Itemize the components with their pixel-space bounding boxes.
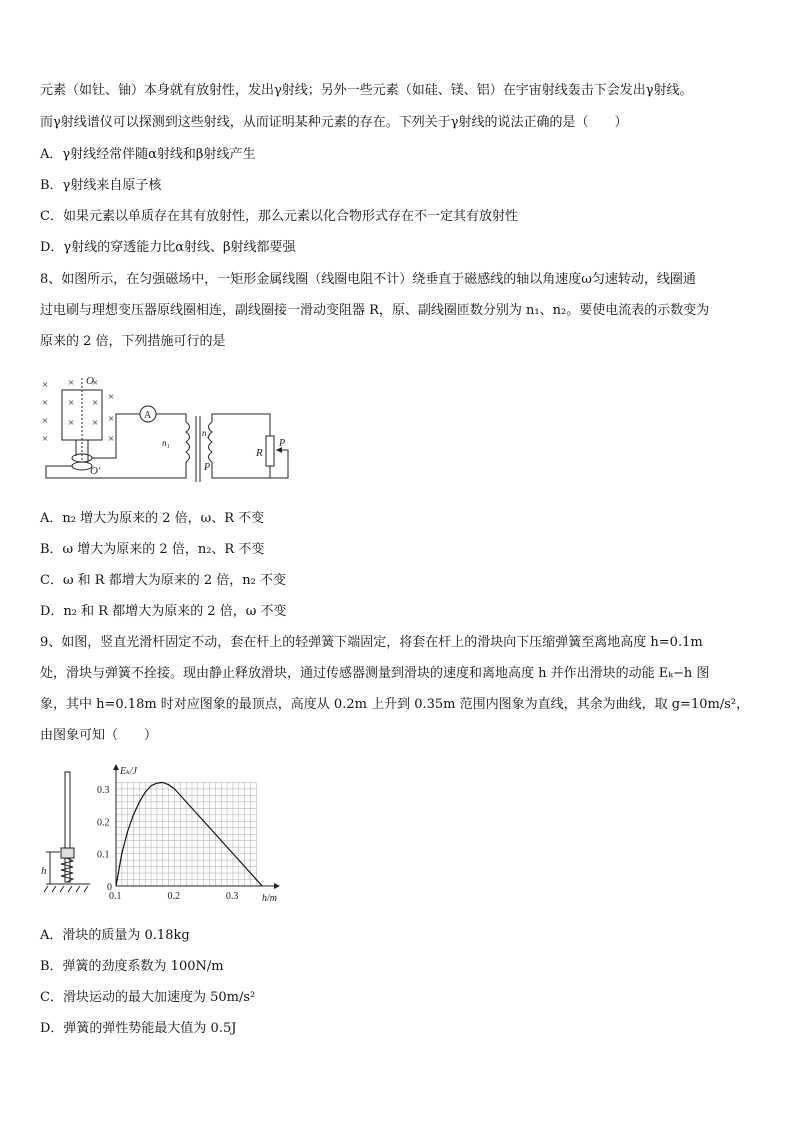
x-tick-label: 0.2: [167, 891, 180, 902]
rheostat: [266, 436, 274, 466]
q8-circuit-figure: [36, 370, 296, 498]
q7-option-d: D．γ射线的穿透能力比α射线、β射线都要强: [40, 240, 296, 255]
q8-stem-line-3: 原来的 2 倍，下列措施可行的是: [40, 334, 226, 349]
svg-text:×: ×: [108, 391, 115, 403]
slider-label-right: P: [279, 438, 286, 449]
y-axis-label: Eₖ/J: [120, 766, 137, 777]
slider-block: [61, 848, 74, 858]
q7-option-b: B．γ射线来自原子核: [40, 178, 162, 193]
q7-stem-line-2: 而γ射线谱仪可以探测到这些射线，从而证明某种元素的存在。下列关于γ射线的说法正确的是（ ）: [40, 115, 628, 130]
q8-option-c: C．ω 和 R 都增大为原来的 2 倍，n₂ 不变: [40, 573, 286, 588]
q8-option-b: B．ω 增大为原来的 2 倍，n₂、R 不变: [40, 542, 265, 557]
primary-label: n₁: [162, 438, 170, 448]
q9-stem-line-2: 处，滑块与弹簧不拴接。现由静止释放滑块，通过传感器测量到滑块的速度和离地高度 h 并作出滑块的动能 Eₖ−h 图: [40, 666, 710, 681]
svg-text:×: ×: [108, 433, 115, 445]
q7-stem-line-1: 元素（如钍、铀）本身就有放射性，发出γ射线；另外一些元素（如硅、镁、铝）在宇宙射线轰击下会发出γ射线。: [40, 83, 693, 98]
svg-text:×: ×: [108, 413, 115, 425]
ek-h-chart: [90, 762, 286, 906]
svg-text:×: ×: [42, 397, 49, 409]
q9-stem-line-1: 9、如图，竖直光滑杆固定不动，套在杆上的轻弹簧下端固定，将套在杆上的滑块向下压缩弹簧至离地高度 h=0.1m: [40, 635, 703, 650]
q9-option-d: D．弹簧的弹性势能最大值为 0.5J: [40, 1021, 237, 1036]
resistor-label: R: [256, 447, 263, 459]
axis-label-o-prime: O′: [90, 465, 101, 477]
y-axis-arrow: [113, 764, 119, 770]
axis-label-o: O: [86, 375, 94, 387]
y-tick-label: 0.2: [97, 817, 110, 829]
svg-text:×: ×: [92, 417, 99, 429]
slider-label-left: P: [204, 462, 211, 473]
q8-option-a: A．n₂ 增大为原来的 2 倍，ω、R 不变: [40, 511, 265, 526]
svg-text:×: ×: [42, 433, 49, 445]
svg-text:×: ×: [42, 379, 49, 391]
primary-coil: [186, 422, 190, 462]
svg-text:×: ×: [92, 377, 99, 389]
q8-stem-line-1: 8、如图所示，在匀强磁场中，一矩形金属线圈（线圈电阻不计）绕垂直于磁感线的轴以角速度ω匀速转动，线圈通: [40, 272, 696, 287]
svg-text:×: ×: [42, 415, 49, 427]
q7-option-a: A．γ射线经常伴随α射线和β射线产生: [40, 147, 256, 162]
y-tick-label: 0.3: [97, 784, 110, 796]
svg-text:×: ×: [68, 397, 75, 409]
q8-stem-line-2: 过电刷与理想变压器原线圈相连，副线圈接一滑动变阻器 R，原、副线圈匝数分别为 n₁、n₂。要使电流表的示数变为: [40, 303, 710, 318]
origin-label: 0: [107, 882, 112, 893]
svg-text:×: ×: [68, 377, 75, 389]
q9-spring-figure: [36, 768, 96, 898]
q9-stem-line-4: 由图象可知（ ）: [40, 728, 158, 743]
y-tick-label: 0.1: [97, 849, 110, 861]
x-tick-label: 0.3: [225, 891, 239, 902]
ammeter-label: A: [144, 410, 152, 421]
q9-option-b: B．弹簧的劲度系数为 100N/m: [40, 959, 224, 974]
secondary-label: n₂: [202, 428, 210, 438]
q9-stem-line-3: 象，其中 h=0.18m 时对应图象的最顶点，高度从 0.2m 上升到 0.35m 范围内图象为直线，其余为曲线，取 g=10m/s²，: [40, 697, 750, 712]
q7-option-c: C．如果元素以单质存在其有放射性，那么元素以化合物形式存在不一定其有放射性: [40, 209, 518, 224]
svg-text:×: ×: [68, 417, 75, 429]
spring: [61, 858, 73, 882]
slip-ring-bottom: [72, 462, 92, 470]
q9-option-a: A．滑块的质量为 0.18kg: [40, 928, 190, 943]
svg-text:×: ×: [92, 397, 99, 409]
height-label: h: [41, 865, 47, 877]
q8-option-d: D．n₂ 和 R 都增大为原来的 2 倍，ω 不变: [40, 604, 287, 619]
q9-option-c: C．滑块运动的最大加速度为 50m/s²: [40, 990, 256, 1005]
x-axis-label: h/m: [262, 893, 277, 904]
x-tick-label: 0.1: [109, 891, 122, 902]
x-axis-arrow: [274, 883, 280, 889]
